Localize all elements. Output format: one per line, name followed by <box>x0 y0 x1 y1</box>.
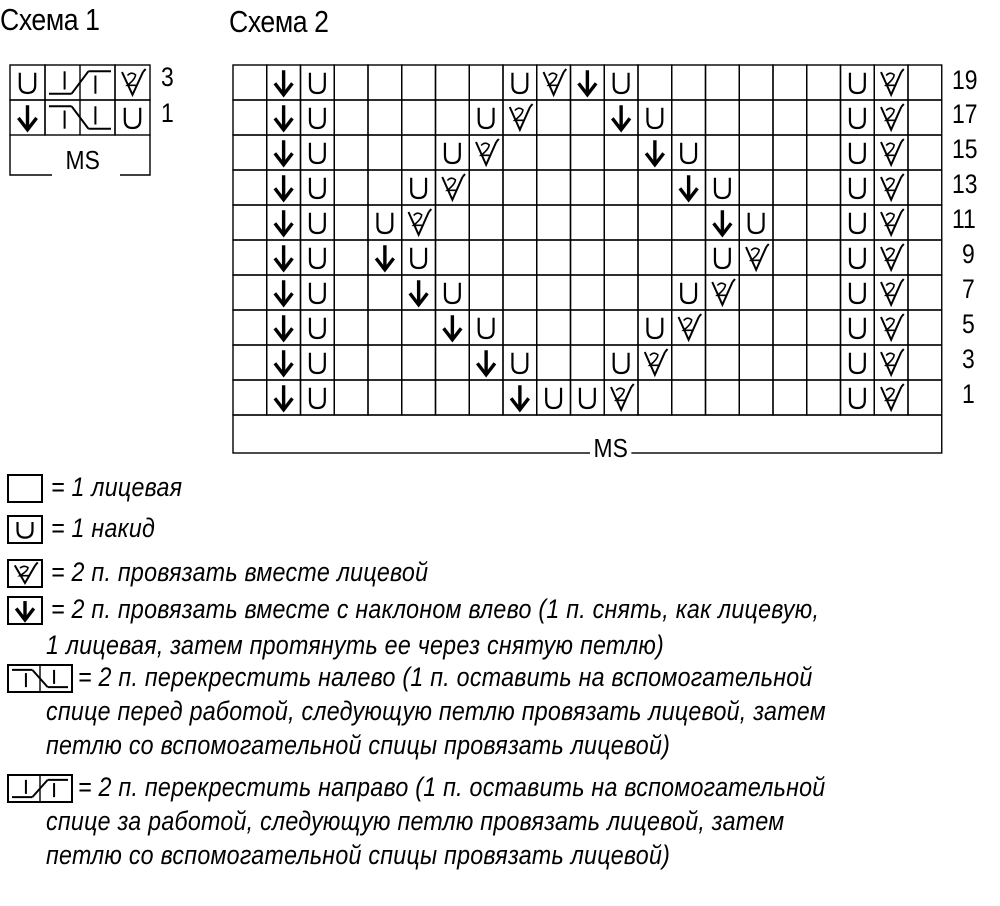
chart-cell <box>469 380 503 415</box>
ssk-mark <box>275 70 293 95</box>
chart-cell <box>807 345 841 380</box>
chart-cell <box>537 170 571 205</box>
chart-cell <box>908 240 942 275</box>
yarn-over-mark <box>850 283 865 303</box>
k2tog-mark <box>611 384 634 410</box>
ssk-mark <box>275 140 293 165</box>
chart-cell <box>807 380 841 415</box>
ssk-mark <box>275 175 293 200</box>
chart-cell <box>841 380 875 415</box>
k2tog-mark <box>476 139 499 165</box>
chart-cell <box>233 275 267 310</box>
chart-cell <box>706 100 740 135</box>
chart-cell <box>301 275 335 310</box>
chart-cell <box>334 240 368 275</box>
yarn-over-mark <box>479 108 494 128</box>
chart-cell <box>773 65 807 100</box>
yarn-over-mark <box>850 248 865 268</box>
chart-cell <box>571 380 605 415</box>
chart-cell <box>301 65 335 100</box>
chart-cell <box>334 345 368 380</box>
chart-cell <box>469 275 503 310</box>
chart-cell <box>638 65 672 100</box>
chart-cell <box>571 345 605 380</box>
chart-cell <box>739 310 773 345</box>
yarn-over-mark <box>310 143 325 163</box>
chart-cell <box>841 275 875 310</box>
chart-cell <box>739 380 773 415</box>
yarn-over-mark <box>749 213 764 233</box>
yarn-over-mark <box>411 178 426 198</box>
yarn-over-mark <box>310 213 325 233</box>
ssk-mark <box>646 140 664 165</box>
scheme2-row-number: 13 <box>952 169 978 199</box>
chart-cell <box>334 170 368 205</box>
yarn-over-mark <box>512 73 527 93</box>
chart-cell <box>908 205 942 240</box>
chart-cell <box>604 310 638 345</box>
chart-cell <box>368 205 402 240</box>
chart-cell <box>807 240 841 275</box>
legend-text: петлю со вспомогательной спицы провязать лицевой) <box>46 840 671 870</box>
chart-cell <box>604 65 638 100</box>
yarn-over-mark <box>310 108 325 128</box>
chart-cell <box>638 100 672 135</box>
scheme2-row-number: 3 <box>962 344 975 374</box>
yarn-over-symbol-icon <box>6 511 46 545</box>
chart-cell <box>537 100 571 135</box>
chart-cell <box>301 310 335 345</box>
chart-cell <box>503 170 537 205</box>
chart-cell <box>233 100 267 135</box>
yarn-over-mark <box>310 388 325 408</box>
yarn-over-mark <box>479 318 494 338</box>
chart-cell <box>638 240 672 275</box>
ssk-mark <box>511 385 529 410</box>
legend-text: спице перед работой, следующую петлю провязать лицевой, затем <box>46 696 826 726</box>
chart-cell <box>841 205 875 240</box>
yarn-over-mark <box>377 213 392 233</box>
chart-cell <box>672 65 706 100</box>
chart-cell <box>841 310 875 345</box>
chart-cell <box>908 65 942 100</box>
chart-cell <box>672 100 706 135</box>
chart-cell <box>739 345 773 380</box>
chart-cell <box>571 170 605 205</box>
yarn-over-mark <box>310 248 325 268</box>
chart-cell <box>841 170 875 205</box>
k2tog-mark <box>712 279 735 305</box>
yarn-over-mark <box>850 108 865 128</box>
chart-cell <box>503 310 537 345</box>
scheme2-grid <box>233 65 942 453</box>
chart-cell <box>334 100 368 135</box>
chart-cell <box>503 345 537 380</box>
yarn-over-mark <box>850 353 865 373</box>
chart-cell <box>233 240 267 275</box>
ssk-mark <box>579 70 597 95</box>
cross-right-symbol-icon <box>6 770 78 804</box>
legend-text: петлю со вспомогательной спицы провязать лицевой) <box>46 730 671 760</box>
chart-cell <box>807 205 841 240</box>
chart-cell <box>807 100 841 135</box>
ssk-symbol-icon <box>6 592 46 626</box>
k2tog-mark <box>881 139 904 165</box>
legend-text: = 1 лицевая <box>51 472 183 502</box>
ssk-mark <box>612 105 630 130</box>
cross-left-mark <box>12 665 68 692</box>
chart-cell <box>908 345 942 380</box>
chart-cell <box>233 170 267 205</box>
scheme1-row-number: 3 <box>161 62 174 92</box>
k2tog-mark <box>881 314 904 340</box>
chart-cell <box>908 275 942 310</box>
chart-cell <box>773 205 807 240</box>
chart-cell <box>672 205 706 240</box>
yarn-over-mark <box>310 353 325 373</box>
yarn-over-mark <box>850 213 865 233</box>
yarn-over-mark <box>512 353 527 373</box>
chart-cell <box>334 65 368 100</box>
scheme2-row-number: 17 <box>952 99 978 129</box>
chart-cell <box>233 345 267 380</box>
chart-cell <box>841 345 875 380</box>
chart-cell <box>672 275 706 310</box>
chart-cell <box>672 240 706 275</box>
chart-cell <box>436 100 470 135</box>
chart-cell <box>672 380 706 415</box>
scheme1-row-number: 1 <box>161 98 174 128</box>
chart-cell <box>436 65 470 100</box>
yarn-over-mark <box>310 178 325 198</box>
yarn-over-mark <box>850 318 865 338</box>
chart-cell <box>908 380 942 415</box>
ssk-mark <box>275 385 293 410</box>
chart-cell <box>841 100 875 135</box>
chart-cell <box>301 380 335 415</box>
chart-cell <box>537 310 571 345</box>
k2tog-mark <box>881 279 904 305</box>
chart-cell <box>503 205 537 240</box>
chart-cell <box>233 205 267 240</box>
chart-cell <box>706 240 740 275</box>
scheme2-ms-label: MS <box>590 433 631 464</box>
chart-cell <box>706 310 740 345</box>
chart-cell <box>807 275 841 310</box>
chart-cell <box>402 380 436 415</box>
cross-left-symbol-icon <box>6 660 78 694</box>
chart-cell <box>807 170 841 205</box>
chart-cell <box>908 170 942 205</box>
ssk-mark <box>275 245 293 270</box>
chart-cell <box>841 135 875 170</box>
scheme2-row-number: 11 <box>952 204 976 234</box>
chart-cell <box>301 135 335 170</box>
chart-cell <box>537 205 571 240</box>
k2tog-mark <box>881 174 904 200</box>
k2tog-mark <box>881 69 904 95</box>
chart-cell <box>537 275 571 310</box>
chart-cell <box>402 65 436 100</box>
chart-cell <box>469 310 503 345</box>
yarn-over-mark <box>310 283 325 303</box>
legend-text: = 2 п. перекрестить направо (1 п. оставить на вспомогательной <box>78 772 826 802</box>
yarn-over-mark <box>614 353 629 373</box>
chart-cell <box>368 135 402 170</box>
chart-cell <box>773 275 807 310</box>
chart-cell <box>604 240 638 275</box>
chart-cell <box>672 135 706 170</box>
chart-cell <box>469 170 503 205</box>
scheme2-row-number: 15 <box>952 134 978 164</box>
ssk-mark <box>275 210 293 235</box>
ssk-mark <box>275 280 293 305</box>
ssk-mark <box>376 245 394 270</box>
chart-cell <box>469 205 503 240</box>
ssk-mark <box>275 350 293 375</box>
ssk-mark <box>275 315 293 340</box>
chart-cell <box>706 380 740 415</box>
k2tog-mark <box>15 562 38 583</box>
k2tog-mark <box>679 314 702 340</box>
chart-cell <box>503 135 537 170</box>
ssk-mark <box>714 210 732 235</box>
yarn-over-mark <box>850 178 865 198</box>
chart-cell <box>233 65 267 100</box>
k2tog-symbol-icon <box>6 555 46 589</box>
chart-cell <box>368 170 402 205</box>
scheme2-row-number: 1 <box>962 379 975 409</box>
yarn-over-mark <box>614 73 629 93</box>
chart-cell <box>368 275 402 310</box>
legend-text: спице за работой, следующую петлю провязать лицевой, затем <box>46 806 785 836</box>
ssk-mark <box>275 105 293 130</box>
yarn-over-mark <box>850 73 865 93</box>
chart-cell <box>436 345 470 380</box>
ssk-mark <box>410 280 428 305</box>
chart-cell <box>807 310 841 345</box>
chart-cell <box>503 240 537 275</box>
chart-cell <box>706 170 740 205</box>
chart-cell <box>537 345 571 380</box>
chart-cell <box>638 170 672 205</box>
chart-cell <box>773 240 807 275</box>
chart-cell <box>233 310 267 345</box>
yarn-over-mark <box>411 248 426 268</box>
legend-text: = 2 п. перекрестить налево (1 п. оставить на вспомогательной <box>78 662 813 692</box>
yarn-over-mark <box>647 318 662 338</box>
chart-cell <box>706 135 740 170</box>
chart-cell <box>402 310 436 345</box>
chart-cell <box>436 380 470 415</box>
chart-cell <box>334 205 368 240</box>
chart-cell <box>368 100 402 135</box>
chart-cell <box>571 205 605 240</box>
chart-cell <box>773 380 807 415</box>
scheme2-row-number: 5 <box>962 309 975 339</box>
chart-cell <box>368 310 402 345</box>
chart-cell <box>334 135 368 170</box>
chart-cell <box>739 205 773 240</box>
yarn-over-mark <box>310 73 325 93</box>
chart-cell <box>908 135 942 170</box>
chart-cell <box>503 275 537 310</box>
chart-cell <box>773 170 807 205</box>
chart-cell <box>402 100 436 135</box>
chart-cell <box>334 275 368 310</box>
ssk-mark <box>477 350 495 375</box>
yarn-over-mark <box>445 283 460 303</box>
k2tog-mark <box>881 209 904 235</box>
chart-cell <box>604 135 638 170</box>
chart-cell <box>604 205 638 240</box>
chart-cell <box>604 275 638 310</box>
chart-cell <box>672 345 706 380</box>
chart-cell <box>638 275 672 310</box>
k2tog-mark <box>442 174 465 200</box>
chart-cell <box>773 100 807 135</box>
chart-cell <box>908 100 942 135</box>
yarn-over-mark <box>546 388 561 408</box>
ms-repeat-box <box>233 415 942 453</box>
chart-cell <box>436 135 470 170</box>
k2tog-mark <box>881 104 904 130</box>
chart-cell <box>773 345 807 380</box>
yarn-over-mark <box>681 143 696 163</box>
chart-cell <box>402 240 436 275</box>
chart-cell <box>773 135 807 170</box>
chart-cell <box>739 100 773 135</box>
chart-cell <box>773 310 807 345</box>
scheme1-ms-label: MS <box>62 145 103 176</box>
knit-symbol-icon <box>6 470 46 504</box>
chart-cell <box>638 205 672 240</box>
chart-cell <box>706 65 740 100</box>
chart-cell <box>233 380 267 415</box>
legend-text: = 1 накид <box>51 513 156 543</box>
chart-cell <box>368 380 402 415</box>
chart-cell <box>638 310 672 345</box>
k2tog-mark <box>510 104 533 130</box>
chart-cell <box>469 100 503 135</box>
chart-cell <box>739 65 773 100</box>
cross-right-mark <box>12 775 68 802</box>
chart-cell <box>469 65 503 100</box>
k2tog-mark <box>544 69 567 95</box>
yarn-over-mark <box>850 388 865 408</box>
chart-cell <box>402 170 436 205</box>
ssk-mark <box>444 315 462 340</box>
yarn-over-mark <box>647 108 662 128</box>
scheme1-title: Схема 1 <box>0 2 100 37</box>
chart-cell <box>706 345 740 380</box>
yarn-over-mark <box>310 318 325 338</box>
chart-cell <box>503 65 537 100</box>
legend-text: = 2 п. провязать вместе с наклоном влево (1 п. снять, как лицевую, <box>51 594 820 624</box>
scheme2-chart <box>0 55 1000 465</box>
chart-cell <box>807 65 841 100</box>
chart-cell <box>436 240 470 275</box>
yarn-over-mark <box>715 178 730 198</box>
chart-cell <box>436 205 470 240</box>
yarn-over-mark <box>681 283 696 303</box>
chart-cell <box>368 65 402 100</box>
chart-cell <box>841 240 875 275</box>
chart-cell <box>233 135 267 170</box>
chart-cell <box>807 135 841 170</box>
chart-cell <box>436 275 470 310</box>
chart-cell <box>537 240 571 275</box>
chart-cell <box>739 135 773 170</box>
chart-cell <box>334 380 368 415</box>
yarn-over-mark <box>715 248 730 268</box>
ssk-mark <box>680 175 698 200</box>
yarn-over-mark <box>18 522 33 538</box>
chart-cell <box>739 275 773 310</box>
chart-cell <box>571 100 605 135</box>
chart-cell <box>334 310 368 345</box>
chart-cell <box>908 310 942 345</box>
chart-cell <box>604 170 638 205</box>
k2tog-mark <box>746 244 769 270</box>
chart-cell <box>469 240 503 275</box>
k2tog-mark <box>881 349 904 375</box>
k2tog-mark <box>881 244 904 270</box>
chart-cell <box>571 240 605 275</box>
yarn-over-mark <box>445 143 460 163</box>
chart-cell <box>571 135 605 170</box>
chart-cell <box>571 275 605 310</box>
chart-cell <box>368 345 402 380</box>
yarn-over-mark <box>850 143 865 163</box>
chart-cell <box>402 135 436 170</box>
k2tog-mark <box>645 349 668 375</box>
scheme2-row-number: 9 <box>962 239 975 269</box>
scheme2-row-number: 7 <box>962 274 975 304</box>
chart-cell <box>571 310 605 345</box>
yarn-over-mark <box>580 388 595 408</box>
chart-cell <box>301 100 335 135</box>
chart-cell <box>301 345 335 380</box>
chart-cell <box>402 345 436 380</box>
legend-text: = 2 п. провязать вместе лицевой <box>51 557 429 587</box>
chart-cell <box>301 205 335 240</box>
chart-cell <box>638 380 672 415</box>
ssk-mark <box>16 601 34 620</box>
chart-cell <box>841 65 875 100</box>
chart-cell <box>301 240 335 275</box>
chart-cell <box>604 345 638 380</box>
scheme2-row-number: 19 <box>952 65 978 95</box>
scheme2-title: Схема 2 <box>229 4 329 39</box>
chart-cell <box>537 135 571 170</box>
legend-text: 1 лицевая, затем протянуть ее через снятую петлю) <box>46 630 665 660</box>
k2tog-mark <box>881 384 904 410</box>
k2tog-mark <box>409 209 432 235</box>
chart-cell <box>739 170 773 205</box>
chart-cell <box>301 170 335 205</box>
chart-cell <box>537 380 571 415</box>
